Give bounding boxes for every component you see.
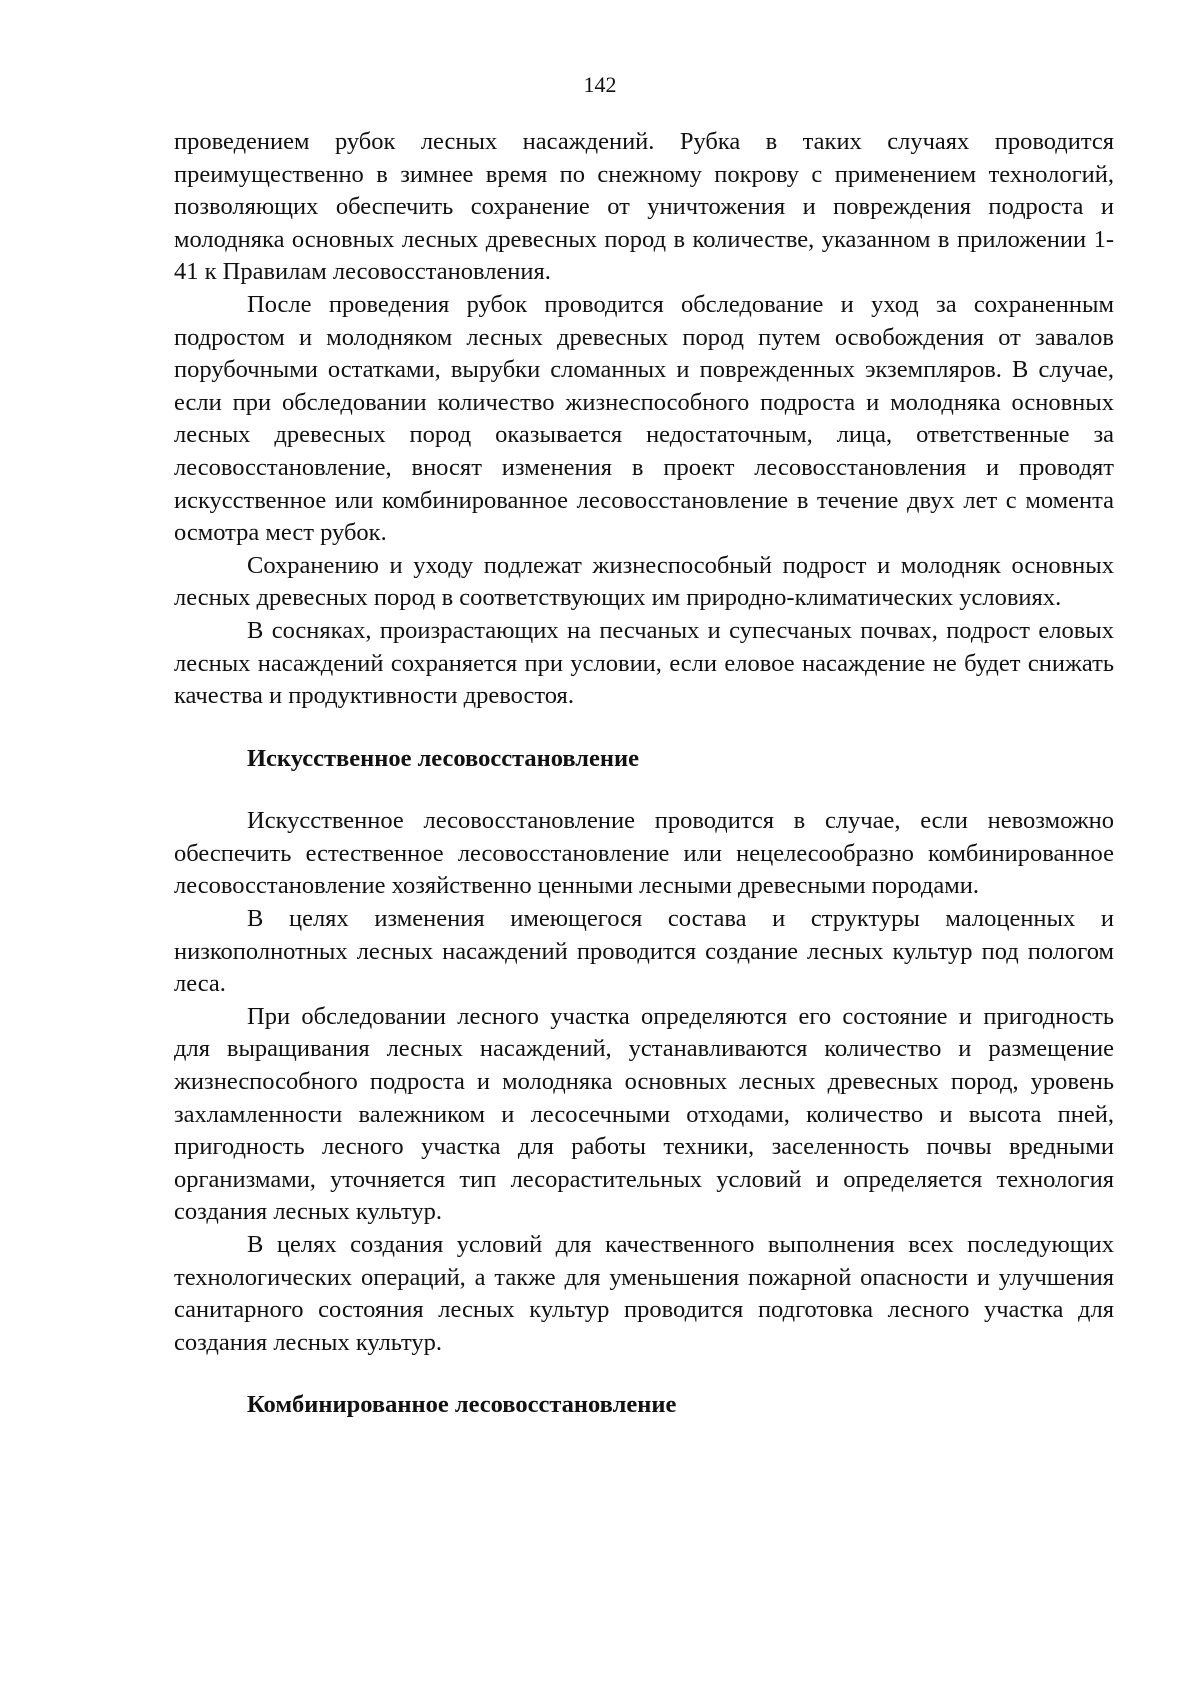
paragraph-artificial-composition: В целях изменения имеющегося состава и структуры малоценных и низкополнотных лесных насаждений проводится создание лесных культур под пологом леса. xyxy=(174,905,1114,998)
paragraph-inspection-care: После проведения рубок проводится обследование и уход за сохраненным подростом и молодняком лесных древесных пород путем освобождения от завалов порубочными остатками, вырубки сломанных и поврежденных экземпляров. В случае, если при обследовании количество жизнеспособного подроста и молодняка основных лесных древесных пород оказывается недостаточным, лица, ответственные за лесовосстановление, вносят изменения в проект лесовосстановления и проводят искусственное или комбинированное лесовосстановление в течение двух лет с момента осмотра мест рубок. xyxy=(174,290,1114,547)
paragraph-artificial-when: Искусственное лесовосстановление проводится в случае, если невозможно обеспечить естественное лесовосстановление или нецелесообразно комбинированное лесовосстановление хозяйственно ценными лесными древесными породами. xyxy=(174,807,1114,900)
paragraph-artificial-preparation: В целях создания условий для качественного выполнения всех последующих технологических операций, а также для уменьшения пожарной опасности и улучшения санитарного состояния лесных культур проводится подготовка лесного участка для создания лесных культур. xyxy=(174,1231,1114,1356)
page-number: 142 xyxy=(583,72,617,97)
paragraph-preservation: Сохранению и уходу подлежат жизнеспособный подрост и молодняк основных лесных древесных пород в соответствующих им природно-климатических условиях. xyxy=(174,551,1114,612)
paragraph-artificial-survey: При обследовании лесного участка определяются его состояние и пригодность для выращивания лесных насаждений, устанавливаются количество и размещение жизнеспособного подроста и молодняка основных лесных древесных пород, уровень захламленности валежником и лесосечными отходами, количество и высота пней, пригодность лесного участка для работы техники, заселенность почвы вредными организмами, уточняется тип лесорастительных условий и определяется технология создания лесных культур. xyxy=(174,1002,1114,1226)
paragraph-continuation: проведением рубок лесных насаждений. Рубка в таких случаях проводится преимущественно в зимнее время по снежному покрову с применением технологий, позволяющих обеспечить сохранение от уничтожения и повреждения подроста и молодняка основных лесных древесных пород в количестве, указанном в приложении 1-41 к Правилам лесовосстановления. xyxy=(174,128,1114,286)
section-heading-artificial: Искусственное лесовосстановление xyxy=(247,744,640,772)
body-text xyxy=(174,126,1114,1422)
section-heading-combined: Комбинированное лесовосстановление xyxy=(247,1391,677,1419)
paragraph-pine-stands: В сосняках, произрастающих на песчаных и супесчаных почвах, подрост еловых лесных насаждений сохраняется при условии, если еловое насаждение не будет снижать качества и продуктивности древостоя. xyxy=(174,616,1114,710)
